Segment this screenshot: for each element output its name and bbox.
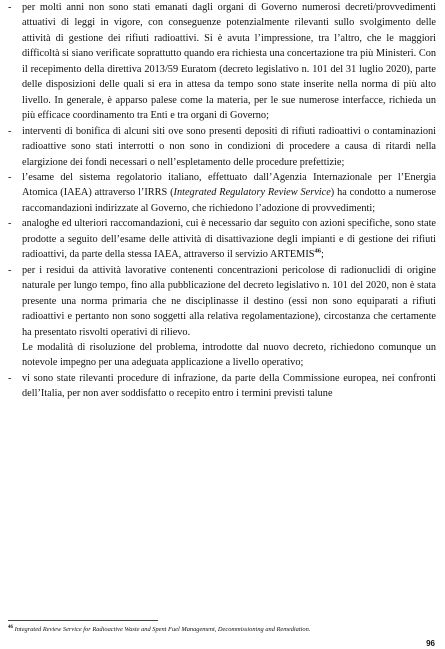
text-run: ) ha condotto a numerose raccomandazioni indirizzate al Governo, che richiedono l’adozione di provvedimenti; <box>22 187 436 214</box>
list-item <box>8 170 436 216</box>
list-dash: - <box>8 372 12 384</box>
text-run: vi sono state rilevanti procedure di infrazione, da parte della Commissione europea, nei confronti dell’Italia, per non aver soddisfatto o recepito entro i termini previsti talune <box>22 372 436 400</box>
list-item <box>8 0 436 124</box>
list-item <box>8 263 436 340</box>
footnote-text: Integrated Review Service for Radioactive Waste and Spent Fuel Management, Decommissioning and Remediation. <box>14 626 311 633</box>
list-dash: - <box>8 218 12 230</box>
footnote-ref[interactable]: 46 <box>314 247 321 255</box>
list-item-text <box>22 371 436 402</box>
text-run: per molti anni non sono stati emanati dagli organi di Governo numerosi decreti/provvedimenti attuativi di leggi in vigore, con conseguenze potenzialmente rilevanti sullo svolgimento delle attività di gestione dei rifiuti radioattivi. Si è avuta l’impressione, tra l’altro, che le maggiori difficoltà si siano verificate soprattutto quando era richiesta una concertazione tra più Ministeri. Con il recepimento della direttiva 2013/59 Euratom (decreto legislativo n. 101 del 31 luglio 2020), parte delle disposizioni delle quali si era in attesa da tempo sono state inserite nella norma di più alto livello. In generale, è apparso palese come la materia, per le sue numerose interfacce, richieda un più efficace coordinamento tra Enti e tra organi di Governo; <box>22 2 436 122</box>
list-dash: - <box>8 125 12 137</box>
list-item <box>8 216 436 262</box>
italic-term: Integrated Regulatory Review Service <box>173 187 331 199</box>
body-text <box>8 0 436 402</box>
text-run: ; <box>320 249 324 261</box>
list-item-text <box>22 0 436 124</box>
text-run: Le modalità di risoluzione del problema, introdotte dal nuovo decreto, richiedono comunque un notevole impegno per una adeguata applicazione a livello operativo; <box>22 341 436 369</box>
text-run: interventi di bonifica di alcuni siti ove sono presenti depositi di rifiuti radioattivi o contaminazioni radioattive sono stati interrotti o non sono in condizioni di procedere a causa di ritardi nella elargizione dei fondi necessari o nell’espletamento delle procedure prefettizie; <box>22 125 436 168</box>
text-run: per i residui da attività lavorative contenenti concentrazioni pericolose di radionuclidi di origine naturale per lungo tempo, fino alla pubblicazione del decreto legislativo n. 101 del 2020, non è stata presente una norma primaria che ne disciplinasse il destino (essi non sono equiparati a rifiuti radioattivi e pertanto non sono soggetti alla relativa regolamentazione), circostanza che certamente ha presentato risvolti operativi di rilievo. <box>22 264 436 338</box>
footnote-separator <box>8 620 158 621</box>
list-dash: - <box>8 264 12 276</box>
list-item <box>8 124 436 170</box>
text-run: l’esame del sistema regolatorio italiano, effettuato dall’Agenzia Internazionale per l’Energia Atomica (IAEA) attraverso l’IRRS ( <box>22 171 436 199</box>
list-item <box>8 371 436 402</box>
list-dash: - <box>8 171 12 183</box>
list-item-text <box>22 170 436 216</box>
list-dash: - <box>8 2 12 13</box>
footnote <box>8 626 438 634</box>
list-item-text <box>22 124 436 170</box>
page-number: 96 <box>426 639 435 648</box>
list-item-text <box>22 263 436 340</box>
list-item-text <box>22 216 436 262</box>
continuation-paragraph <box>8 340 436 371</box>
text-run: analoghe ed ulteriori raccomandazioni, cui è necessario dar seguito con azioni specifiche, sono state prodotte a seguito dell’esame delle attività di disattivazione degli impianti e di gestione dei rifiuti radioattivi, da parte della stessa IAEA, attraverso il servizio ARTEMIS <box>22 218 436 261</box>
footnote-number: 46 <box>8 624 13 630</box>
